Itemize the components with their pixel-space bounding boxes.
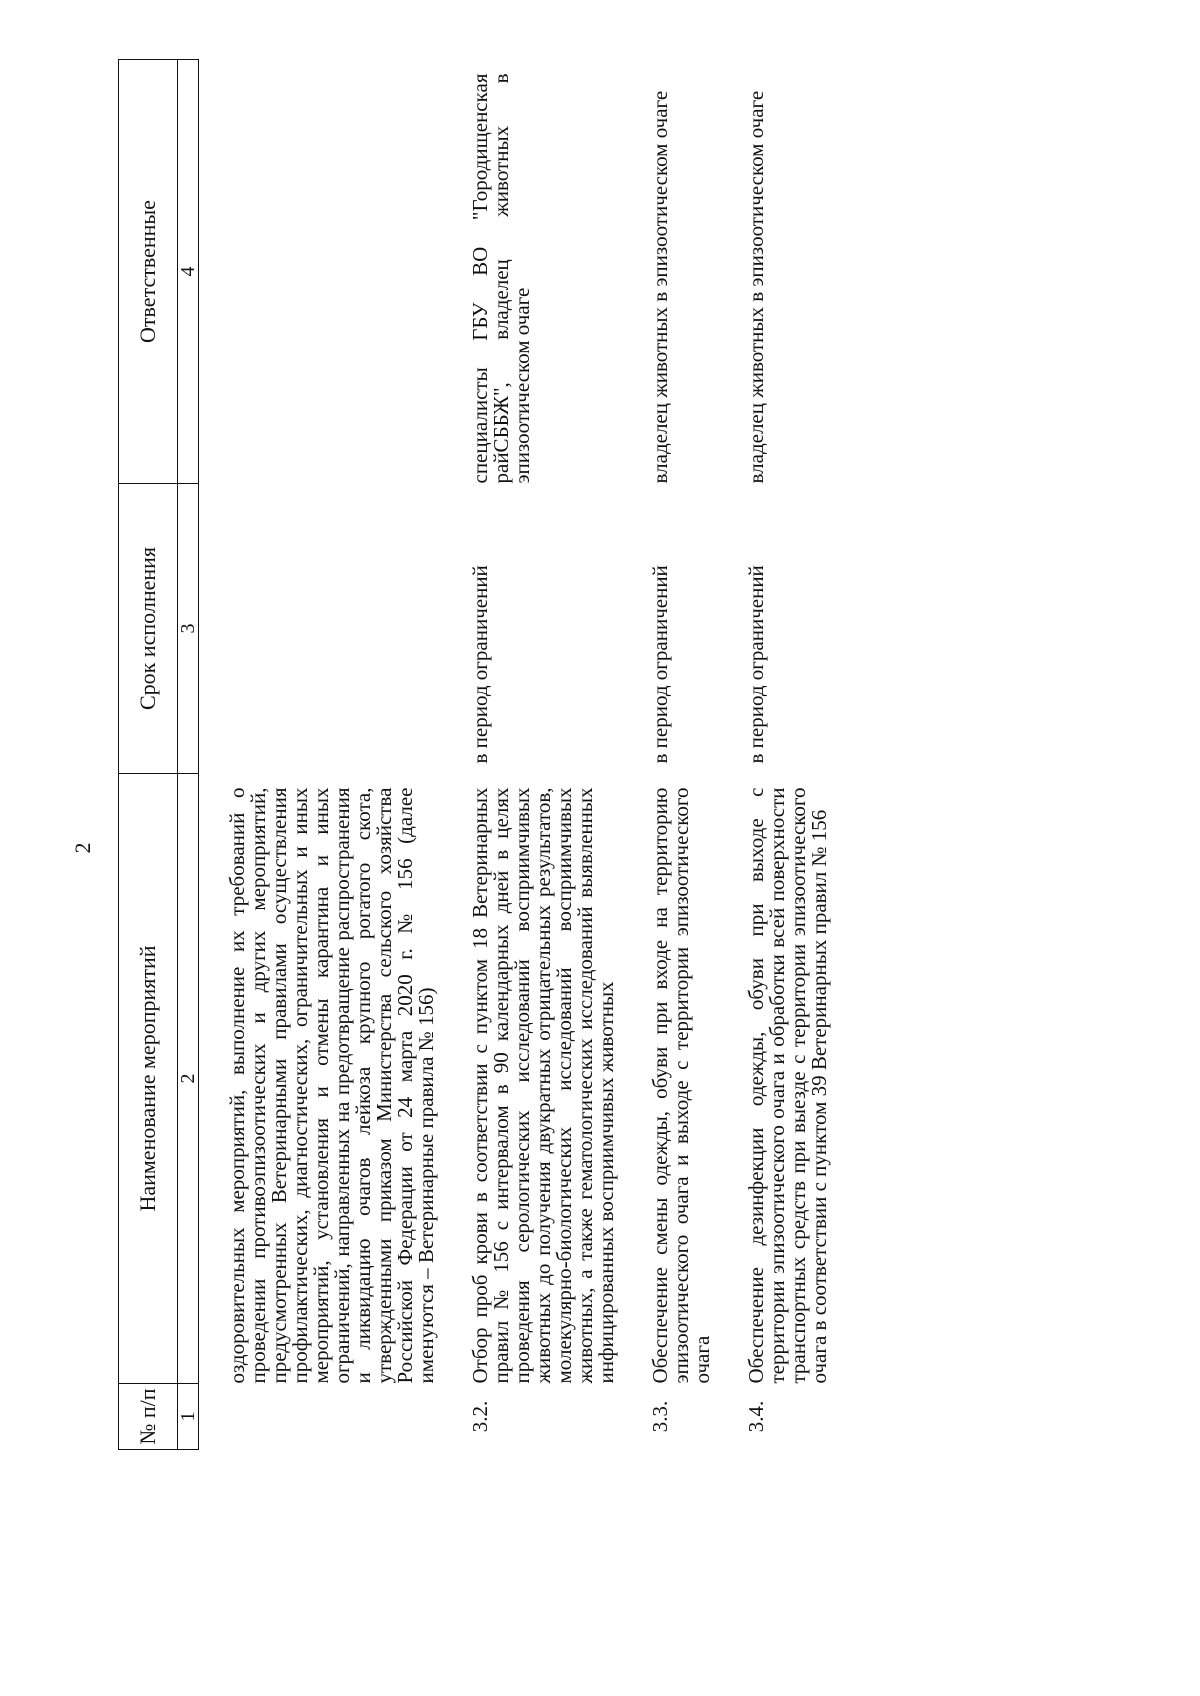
header-row [119,60,178,1450]
row-name [617,774,713,1384]
row-term: в период ограничений [648,565,672,764]
header-responsible: Ответственные [119,60,178,484]
header-term: Срок исполнения [119,484,178,774]
column-number-2: 2 [178,774,199,1384]
column-number-3: 3 [178,484,199,774]
row-responsible: владелец животных в эпизоотическом очаге [744,90,768,484]
row-name [437,774,617,1384]
table-row [713,60,830,1450]
row-number [199,1384,438,1450]
row-term: в период ограничений [468,565,492,764]
table-body [199,60,831,1450]
header-name: Наименование мероприятий [119,774,178,1384]
column-number-4: 4 [178,60,199,484]
row-name-text: Обеспечение смены одежды, обуви при входе на территорию эпизоотического очага и выходе с территории эпизоотического очага [648,787,714,1384]
measures-table [118,59,830,1450]
column-number-1: 1 [178,1384,199,1450]
row-responsible: специалисты ГБУ ВО "Городищенская райСББЖ", владелец животных в эпизоотическом очаге [468,73,534,484]
page-number: 2 [70,842,95,854]
column-number-row [178,60,199,1450]
row-responsible: владелец животных в эпизоотическом очаге [648,90,672,484]
table-row [617,60,713,1450]
row-responsible [199,60,438,484]
table-row [199,60,438,1450]
row-term: в период ограничений [744,565,768,764]
row-number: 3.4. [744,1400,768,1433]
row-name [199,774,438,1384]
row-number: 3.2. [468,1400,492,1433]
row-name-text: Отбор проб крови в соответствии с пунктом 18 Ветеринарных правил № 156 с интервалом в 90 календарных дней в целях проведения серологических исследований восприимчивых животных до получения двукратных отрицательных результатов, молекулярно-биологических исследований восприимчивых животных, а также гематологических исследований выявленных инфицированных восприимчивых животных [468,787,618,1384]
table-row [437,60,617,1450]
row-name [713,774,830,1384]
row-name-text: оздоровительных мероприятий, выполнение их требований о проведении противоэпизоотических и других мероприятий, предусмотренных Ветеринарными правилами осуществления профилактических, диагностических, ограничительных и иных мероприятий, установления и отмены карантина и иных ограничений, направленных на предотвращение распространения и ликвидацию очагов лейкоза крупного рогатого скота, утвержденными приказом Министерства сельского хозяйства Российской Федерации от 24 марта 2020 г. № 156 (далее именуются – Ветеринарные правила № 156) [225,787,438,1384]
header-number: № п/п [119,1384,178,1450]
row-name-text: Обеспечение дезинфекции одежды, обуви при выходе с территории эпизоотического очага и обработки всей поверхности транспортных средств при выезде с территории эпизоотического очага в соответствии с пунктом 39 Ветеринарных правил № 156 [744,787,831,1384]
table-header [119,60,199,1450]
row-term [199,484,438,774]
row-number: 3.3. [648,1400,672,1433]
